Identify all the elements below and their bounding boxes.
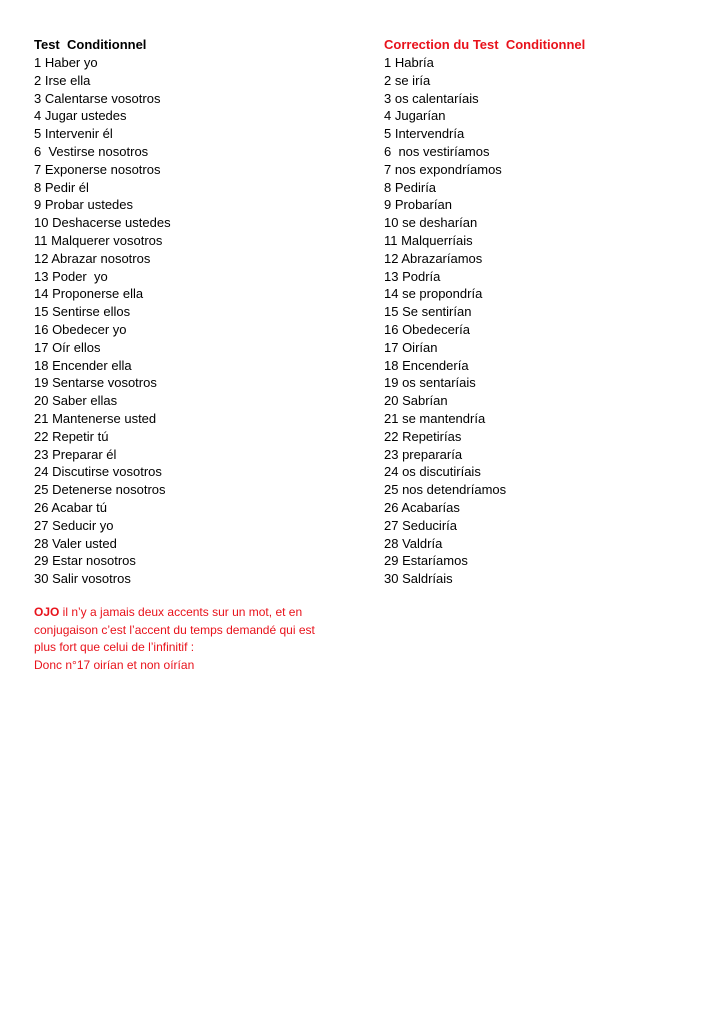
correction-item-30: 30 Saldríais	[384, 571, 453, 587]
correction-item-3: 3 os calentaríais	[384, 90, 479, 106]
correction-item-8: 8 Pediría	[384, 179, 437, 195]
note-line-2: conjugaison c’est l’accent du temps demandé qui est	[34, 622, 315, 637]
test-item-6: 6 Vestirse nosotros	[34, 143, 149, 159]
test-item-24: 24 Discutirse vosotros	[34, 464, 162, 480]
note-line-3: plus fort que celui de l’infinitif :	[34, 640, 195, 654]
test-item-28: 28 Valer usted	[34, 535, 117, 551]
correction-item-25: 25 nos detendríamos	[384, 482, 507, 498]
correction-item-23: 23 prepararía	[384, 446, 463, 462]
test-item-12: 12 Abrazar nosotros	[34, 250, 151, 266]
correction-item-7: 7 nos expondríamos	[384, 161, 502, 177]
correction-item-22: 22 Repetirías	[384, 428, 462, 444]
test-item-7: 7 Exponerse nosotros	[34, 161, 161, 177]
correction-item-2: 2 se iría	[384, 72, 431, 88]
correction-item-10: 10 se desharían	[384, 215, 478, 231]
test-item-21: 21 Mantenerse usted	[34, 410, 157, 426]
test-item-1: 1 Haber yo	[34, 55, 98, 70]
test-item-20: 20 Saber ellas	[34, 393, 118, 409]
correction-item-6: 6 nos vestiríamos	[384, 143, 490, 159]
correction-item-20: 20 Sabrían	[384, 393, 448, 409]
test-item-22: 22 Repetir tú	[34, 428, 109, 444]
test-item-19: 19 Sentarse vosotros	[34, 375, 157, 391]
correction-item-28: 28 Valdría	[384, 535, 443, 551]
correction-column	[384, 36, 704, 588]
test-item-14: 14 Proponerse ella	[34, 286, 144, 302]
test-item-8: 8 Pedir él	[34, 179, 89, 195]
test-item-27: 27 Seducir yo	[34, 517, 114, 533]
test-column	[34, 36, 354, 588]
correction-item-4: 4 Jugarían	[384, 108, 446, 124]
correction-item-1: 1 Habría	[384, 55, 434, 70]
test-item-13: 13 Poder yo	[34, 268, 108, 284]
correction-item-26: 26 Acabarías	[384, 499, 460, 515]
correction-item-17: 17 Oirían	[384, 339, 438, 355]
accent-note	[34, 604, 334, 674]
note-text-1: il n’y a jamais deux accents sur un mot, et en	[59, 605, 303, 619]
correction-title: Correction du Test Conditionnel	[384, 37, 586, 52]
test-item-5: 5 Intervenir él	[34, 126, 113, 142]
correction-item-11: 11 Malquerríais	[384, 232, 473, 248]
correction-item-18: 18 Encendería	[384, 357, 469, 373]
correction-item-14: 14 se propondría	[384, 286, 483, 302]
test-item-26: 26 Acabar tú	[34, 499, 107, 515]
note-label: OJO	[34, 605, 60, 619]
test-item-17: 17 Oír ellos	[34, 339, 101, 355]
test-list	[34, 54, 354, 588]
test-item-9: 9 Probar ustedes	[34, 197, 134, 213]
correction-item-9: 9 Probarían	[384, 197, 452, 213]
test-title: Test Conditionnel	[34, 37, 147, 52]
correction-item-13: 13 Podría	[384, 268, 441, 284]
correction-item-21: 21 se mantendría	[384, 410, 486, 426]
test-item-16: 16 Obedecer yo	[34, 321, 127, 337]
note-line-4: Donc n°17 oirían et non oírían	[34, 657, 195, 672]
note-line-1	[34, 604, 334, 622]
correction-item-5: 5 Intervendría	[384, 126, 465, 142]
test-item-29: 29 Estar nosotros	[34, 553, 136, 569]
correction-item-19: 19 os sentaríais	[384, 375, 476, 391]
correction-item-12: 12 Abrazaríamos	[384, 250, 483, 266]
test-item-18: 18 Encender ella	[34, 357, 132, 373]
test-item-3: 3 Calentarse vosotros	[34, 90, 161, 106]
correction-list	[384, 54, 704, 588]
test-item-25: 25 Detenerse nosotros	[34, 482, 166, 498]
correction-item-16: 16 Obedecería	[384, 321, 471, 337]
correction-item-15: 15 Se sentirían	[384, 304, 472, 320]
test-item-10: 10 Deshacerse ustedes	[34, 215, 171, 231]
test-item-11: 11 Malquerer vosotros	[34, 232, 163, 248]
test-item-15: 15 Sentirse ellos	[34, 304, 131, 320]
correction-item-29: 29 Estaríamos	[384, 553, 468, 569]
test-item-4: 4 Jugar ustedes	[34, 108, 127, 124]
test-item-30: 30 Salir vosotros	[34, 571, 131, 587]
test-item-2: 2 Irse ella	[34, 72, 91, 88]
test-item-23: 23 Preparar él	[34, 446, 117, 462]
correction-item-27: 27 Seduciría	[384, 517, 457, 533]
correction-item-24: 24 os discutiríais	[384, 464, 481, 480]
